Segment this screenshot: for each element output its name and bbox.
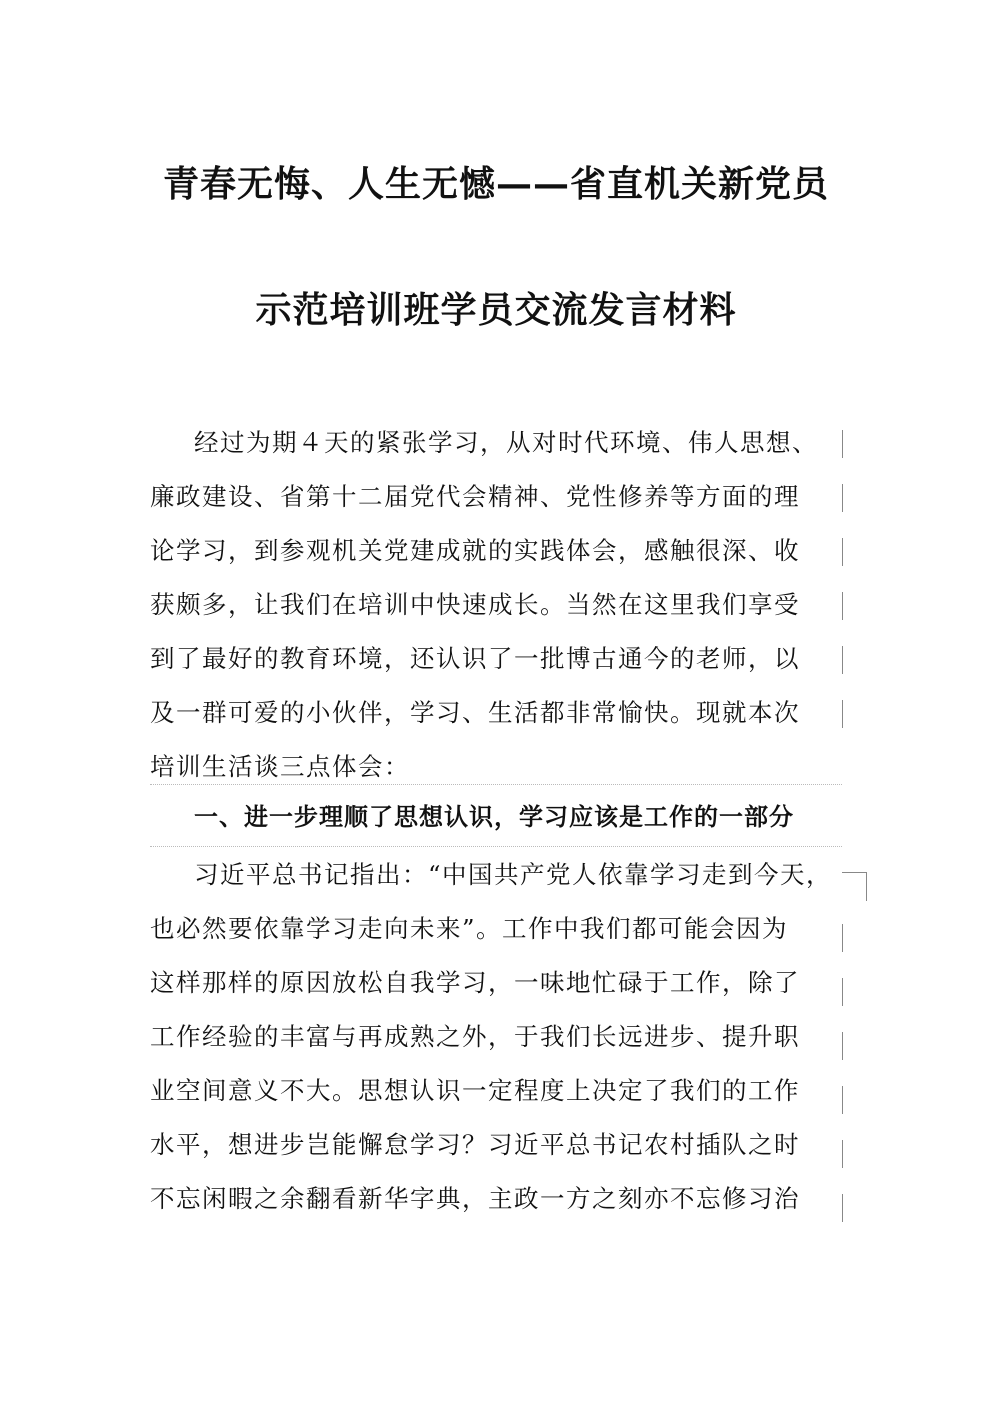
text-boundary-mark: [842, 430, 843, 458]
text-line: 廉政建设、省第十二届党代会精神、党性修养等方面的理: [150, 482, 800, 511]
text-boundary-mark: [842, 1032, 843, 1060]
text-line: 获颇多，让我们在培训中快速成长。当然在这里我们享受: [150, 590, 800, 619]
text-line: 这样那样的原因放松自我学习，一味地忙碌于工作，除了: [150, 968, 800, 997]
text-boundary-mark: [842, 538, 843, 566]
text-line: 经过为期４天的紧张学习，从对时代环境、伟人思想、: [194, 428, 818, 457]
heading-bottom-border: [150, 846, 842, 847]
text-line: 水平，想进步岂能懈怠学习？习近平总书记农村插队之时: [150, 1130, 800, 1159]
text-boundary-corner-mark: [842, 872, 867, 901]
text-line: 工作经验的丰富与再成熟之外，于我们长远进步、提升职: [150, 1022, 800, 1051]
text-boundary-mark: [842, 1140, 843, 1168]
text-boundary-mark: [842, 700, 843, 728]
text-line: 不忘闲暇之余翻看新华字典，主政一方之刻亦不忘修习治: [150, 1184, 800, 1213]
document-title-line-2: 示范培训班学员交流发言材料: [255, 289, 737, 331]
text-line: 到了最好的教育环境，还认识了一批博古通今的老师，以: [150, 644, 800, 673]
text-boundary-mark: [842, 924, 843, 952]
text-line: 也必然要依靠学习走向未来”。工作中我们都可能会因为: [150, 914, 789, 943]
text-boundary-mark: [842, 978, 843, 1006]
section-heading: 一、进一步理顺了思想认识，学习应该是工作的一部分: [194, 803, 794, 831]
text-line: 及一群可爱的小伙伴，学习、生活都非常愉快。现就本次: [150, 698, 800, 727]
document-title-line-1: 青春无悔、人生无憾——省直机关新党员: [162, 163, 829, 205]
text-boundary-mark: [842, 1086, 843, 1114]
text-line: 习近平总书记指出：“中国共产党人依靠学习走到今天，: [194, 860, 833, 889]
heading-top-border: [150, 784, 842, 785]
intro-paragraph: [150, 416, 840, 794]
text-line: 论学习，到参观机关党建成就的实践体会，感触很深、收: [150, 536, 800, 565]
text-boundary-mark: [842, 484, 843, 512]
text-line: 业空间意义不大。思想认识一定程度上决定了我们的工作: [150, 1076, 800, 1105]
text-boundary-mark: [842, 592, 843, 620]
text-boundary-mark: [842, 1194, 843, 1222]
text-boundary-mark: [842, 646, 843, 674]
body-paragraph: [150, 848, 840, 1226]
text-line: 培训生活谈三点体会：: [150, 752, 410, 781]
